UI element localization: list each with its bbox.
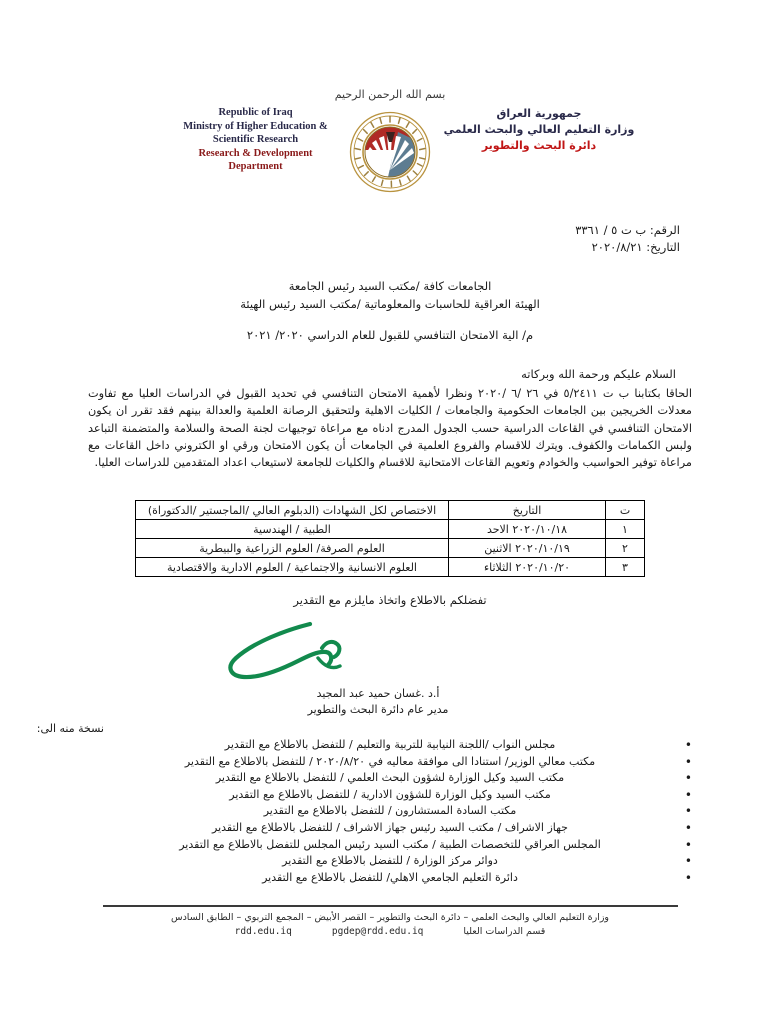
signer-title: مدير عام دائرة البحث والتطوير (307, 703, 449, 716)
cell-specialty: العلوم الصرفة/ العلوم الزراعية والبيطرية (136, 539, 449, 558)
handwritten-signature (214, 620, 364, 682)
letterhead (100, 88, 680, 203)
letterhead-en-line3: Scientific Research (212, 134, 299, 145)
cc-list-item (0, 837, 780, 854)
signer-block (0, 686, 780, 718)
table-header-date: التاريخ (449, 501, 606, 520)
table-row (136, 539, 645, 558)
cc-item-text: المجلس العراقي للتخصصات الطبية / مكتب السيد رئيس المجلس للتفضل بالاطلاع مع التقدير (179, 837, 601, 851)
letterhead-arabic (434, 106, 644, 154)
cc-item-text: دائرة التعليم الجامعي الاهلي/ للتفضل بالاطلاع مع التقدير (262, 870, 518, 884)
letterhead-ar-line2: وزارة التعليم العالي والبحث العلمي (443, 123, 635, 136)
letterhead-en-line2: Ministry of Higher Education & (183, 120, 328, 132)
cc-item-text: مكتب السيد وكيل الوزارة للشؤون الادارية / للتفضل بالاطلاع مع التقدير (229, 787, 551, 801)
subject-line: م/ الية الامتحان التنافسي للقبول للعام الدراسي ٢٠٢٠/ ٢٠٢١ (246, 328, 534, 342)
cell-date (449, 539, 606, 558)
cell-day-value: الاثنين (484, 541, 512, 555)
footer-website[interactable]: rdd.edu.iq (234, 926, 292, 937)
cell-date-value: ٢٠٢٠/١٠/٢٠ (515, 560, 571, 574)
reference-date: التاريخ: ٢٠٢٠/٨/٢١ (591, 240, 680, 254)
cell-no: ١ (606, 520, 645, 539)
cc-list-item (0, 737, 780, 754)
table-header-row (136, 501, 645, 520)
cc-item-text: مكتب السيد وكيل الوزارة لشؤون البحث العلمي / للتفضل بالاطلاع مع التقدير (215, 771, 565, 785)
bullet-icon: • (684, 870, 692, 885)
bullet-icon: • (684, 837, 692, 852)
footer-department: قسم الدراسات العليا (463, 926, 546, 937)
bullet-icon: • (684, 787, 692, 802)
bullet-icon: • (684, 854, 692, 869)
cc-list-item (0, 787, 780, 804)
cc-list-item (0, 853, 780, 870)
cc-list-item (0, 770, 780, 787)
ministry-logo-icon (348, 110, 432, 194)
addressee-line-2: الهيئة العراقية للحاسبات والمعلوماتية /مكتب السيد رئيس الهيئة (240, 297, 540, 311)
footer-contact-row (0, 925, 780, 939)
cc-heading: نسخة منه الى: (36, 722, 104, 735)
letterhead-en-line5: Department (228, 161, 283, 172)
body-paragraph: الحاقا بكتابنا ب ت ٥/٢٤١١ في ٢٦ /٦ /٢٠٢٠ ونظرا لأهمية الامتحان التنافسي في تحديد القبول في الدراسات العليا مع تفاوت معدلات الخريجين بين الجامعات الحكومية والجامعات / الكليات الاهلية ولتحقيق الرصانة العلمية والعدالة بينهم فقد تقرر ان يكون الامتحان التنافسي في القاعات الدراسية حسب الجدول المدرج ادناه مع مراعاة توجيهات لجنة الصحة والسلامة والمتضمنة التباعد ولبس الكمامات والكفوف. ويترك للاقسام والفروع العلمية في الجامعات أن يكون الامتحان ورقي او الكتروني داخل القاعات مع مراعاة توفير الحواسيب والخوادم وتعويم القاعات الامتحانية للاقسام والكليات للجامعة لاستيعاب اعداد المتقدمين للدراسات العليا. (88, 387, 692, 470)
footer-email[interactable]: pgdep@rdd.edu.iq (331, 926, 424, 937)
exam-schedule-table (135, 500, 645, 577)
reference-number: الرقم: ب ت ٥ / ٣٣٦١ (575, 223, 680, 237)
cc-item-text: مكتب السادة المستشارون / للتفضل بالاطلاع مع التقدير (263, 804, 517, 818)
cell-day-value: الثلاثاء (483, 560, 512, 574)
bismillah-calligraphy: بسم الله الرحمن الرحيم (334, 88, 446, 101)
closing-line: تفضلكم بالاطلاع واتخاذ مايلزم مع التقدير (293, 593, 487, 607)
bullet-icon: • (684, 820, 692, 835)
table-body (136, 520, 645, 577)
greeting-line: السلام عليكم ورحمة الله وبركاته (521, 367, 676, 381)
cell-day-value: الاحد (486, 522, 509, 536)
cell-date (449, 520, 606, 539)
letterhead-ar-line3: دائرة البحث والتطوير (481, 139, 597, 152)
addressee-line-1: الجامعات كافة /مكتب السيد رئيس الجامعة (288, 279, 492, 293)
cc-item-text: مكتب معالي الوزير/ استنادا الى موافقة معاليه في ٢٠٢٠/٨/٢٠ / للتفضل بالاطلاع مع التقدير (184, 754, 596, 768)
cc-list-item (0, 754, 780, 771)
table-row (136, 558, 645, 577)
cc-list (0, 737, 780, 886)
cell-date (449, 558, 606, 577)
footer-divider (103, 905, 678, 907)
reference-block (575, 222, 680, 256)
cc-list-item (0, 803, 780, 820)
cell-no: ٢ (606, 539, 645, 558)
letterhead-en-line1: Republic of Iraq (218, 107, 293, 118)
cc-list-item (0, 820, 780, 837)
cc-item-text: مجلس النواب /اللجنة النيابية للتربية والتعليم / للتفضل بالاطلاع مع التقدير (224, 738, 556, 751)
cc-list-item (0, 870, 780, 887)
cc-item-text: جهاز الاشراف / مكتب السيد رئيس جهاز الاشراف / للتفضل بالاطلاع مع التقدير (212, 820, 568, 834)
footer-address: وزارة التعليم العالي والبحث العلمي – دائرة البحث والتطوير – القصر الأبيض – المجمع التربوي – الطابق السادس (170, 912, 610, 923)
signer-name: أ.د .غسان حميد عبد المجيد (316, 687, 440, 700)
bullet-icon: • (684, 738, 692, 752)
bullet-icon: • (684, 754, 692, 769)
table-header-no: ت (606, 501, 645, 520)
addressee-block (0, 277, 780, 313)
letterhead-en-line4: Research & Development (198, 147, 313, 159)
bullet-icon: • (684, 771, 692, 786)
cc-item-text: دوائر مركز الوزارة / للتفضل بالاطلاع مع التقدير (282, 854, 498, 868)
table-header-specialty: الاختصاص لكل الشهادات (الدبلوم العالي /الماجستير /الدكتوراة) (136, 501, 449, 520)
bullet-icon: • (684, 804, 692, 819)
cell-no: ٣ (606, 558, 645, 577)
cell-date-value: ٢٠٢٠/١٠/١٨ (512, 522, 568, 536)
cell-specialty: العلوم الانسانية والاجتماعية / العلوم الادارية والاقتصادية (136, 558, 449, 577)
cell-date-value: ٢٠٢٠/١٠/١٩ (515, 541, 570, 555)
footer-block (0, 911, 780, 939)
cell-specialty: الطبية / الهندسية (136, 520, 449, 539)
table-row (136, 520, 645, 539)
letterhead-english (148, 106, 363, 174)
letterhead-ar-line1: جمهورية العراق (496, 107, 582, 120)
